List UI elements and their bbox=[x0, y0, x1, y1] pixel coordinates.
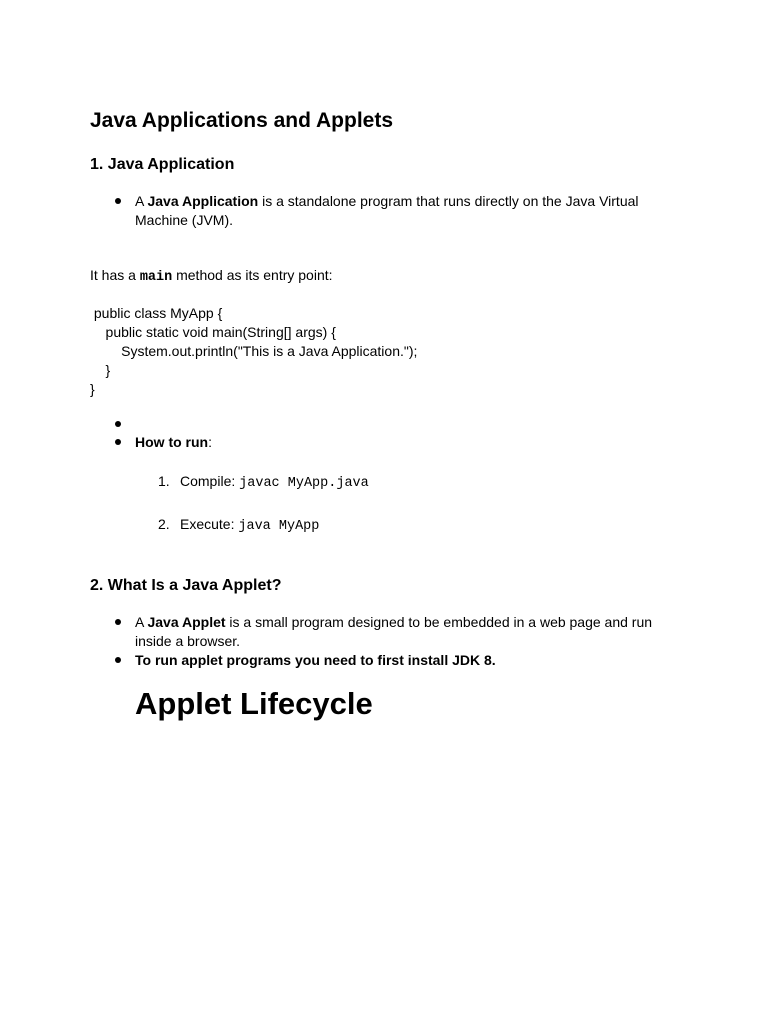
java-application-definition bbox=[135, 192, 639, 211]
step-number: 1. bbox=[158, 473, 170, 489]
code-line-1: public class MyApp { bbox=[90, 305, 223, 321]
text: It has a bbox=[90, 267, 140, 283]
bullet-dot bbox=[115, 439, 121, 445]
text: is a small program designed to be embedded in a web page and run bbox=[225, 614, 653, 630]
how-to-run-label: How to run bbox=[135, 434, 209, 450]
code-line-5: } bbox=[90, 381, 95, 397]
step-label: Compile: bbox=[180, 473, 240, 489]
step-code: java MyApp bbox=[238, 519, 320, 534]
inline-code: main bbox=[139, 270, 173, 285]
text: A bbox=[135, 193, 148, 209]
bullet-dot bbox=[115, 421, 121, 427]
text: method as its entry point: bbox=[172, 267, 333, 283]
entry-point-text bbox=[90, 266, 333, 287]
bullet-dot bbox=[115, 198, 121, 204]
step-compile bbox=[158, 472, 369, 493]
bold-term: Java Application bbox=[147, 193, 259, 209]
java-applet-definition bbox=[135, 613, 652, 632]
text: A bbox=[135, 614, 148, 630]
code-line-3: System.out.println("This is a Java Application."); bbox=[90, 343, 418, 359]
step-code: javac MyApp.java bbox=[239, 476, 369, 491]
bullet-dot bbox=[115, 657, 121, 663]
text: is a standalone program that runs directly on the Java Virtual bbox=[258, 193, 639, 209]
jdk-requirement: To run applet programs you need to first install JDK 8. bbox=[135, 652, 496, 668]
text: : bbox=[208, 434, 212, 450]
how-to-run bbox=[135, 433, 212, 452]
java-applet-definition-line2: inside a browser. bbox=[135, 633, 241, 649]
code-line-2: public static void main(String[] args) { bbox=[90, 324, 336, 340]
section-2-heading: 2. What Is a Java Applet? bbox=[90, 577, 282, 594]
step-execute bbox=[158, 515, 319, 536]
step-number: 2. bbox=[158, 516, 170, 532]
applet-lifecycle-title: Applet Lifecycle bbox=[135, 686, 373, 721]
java-application-definition-line2: Machine (JVM). bbox=[135, 212, 234, 228]
bullet-dot bbox=[115, 619, 121, 625]
code-line-4: } bbox=[90, 362, 111, 378]
section-1-heading: 1. Java Application bbox=[90, 156, 235, 173]
step-label: Execute: bbox=[180, 516, 239, 532]
bold-term: Java Applet bbox=[147, 614, 226, 630]
page-title: Java Applications and Applets bbox=[90, 109, 394, 132]
